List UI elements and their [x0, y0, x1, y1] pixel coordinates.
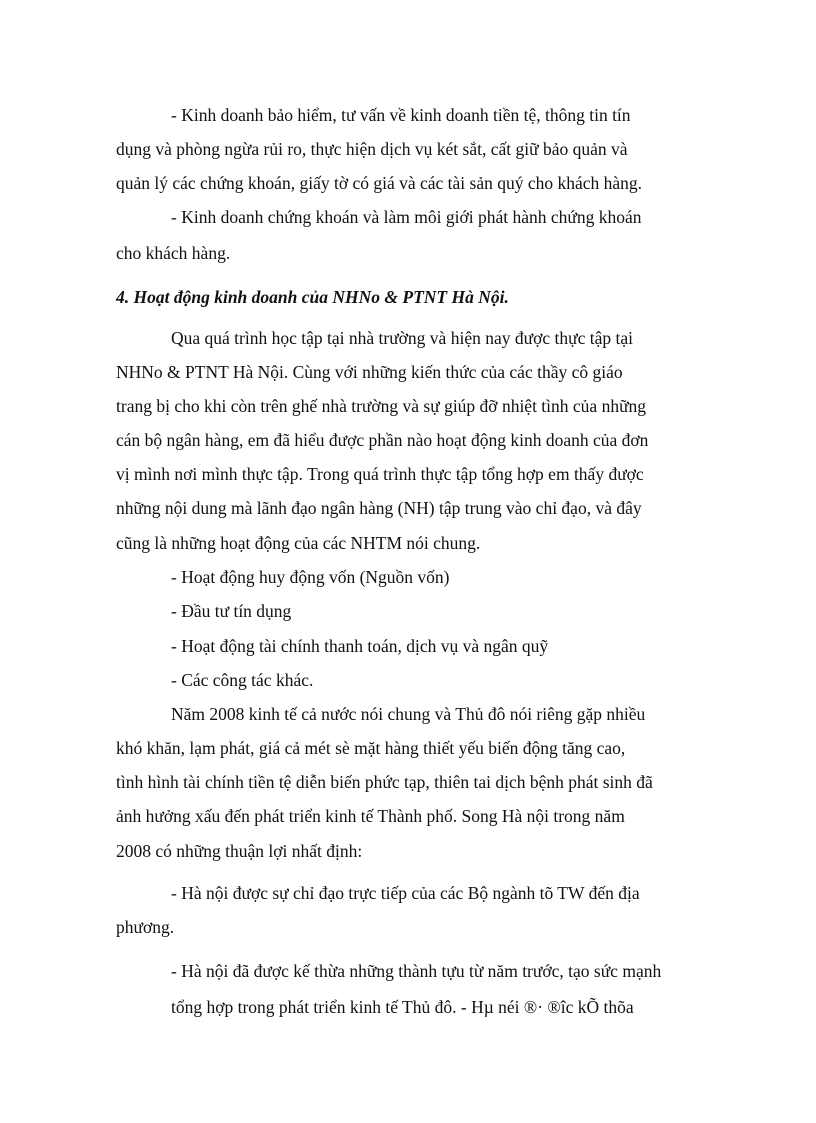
list-item: - Các công tác khác.: [171, 670, 314, 690]
body-text-line: phương.: [116, 917, 175, 937]
body-text-line: ảnh hưởng xấu đến phát triển kinh tế Thành phố. Song Hà nội trong năm: [116, 806, 625, 826]
body-text-line: trang bị cho khi còn trên ghế nhà trường và sự giúp đỡ nhiệt tình của những: [116, 396, 647, 416]
body-text-line: cho khách hàng.: [116, 243, 231, 263]
section-heading: 4. Hoạt động kinh doanh của NHNo & PTNT Hà Nội.: [116, 287, 509, 307]
body-text-line: Năm 2008 kinh tế cả nước nói chung và Thủ đô nói riêng gặp nhiều: [171, 704, 646, 724]
body-text-line: - Kinh doanh chứng khoán và làm môi giới phát hành chứng khoán: [171, 207, 642, 227]
body-text-line: - Kinh doanh bảo hiểm, tư vấn về kinh doanh tiền tệ, thông tin tín: [171, 105, 631, 125]
body-text-line: NHNo & PTNT Hà Nội. Cùng với những kiến thức của các thầy cô giáo: [116, 362, 623, 382]
list-item: - Hoạt động huy động vốn (Nguồn vốn): [171, 567, 450, 587]
body-text-line: cán bộ ngân hàng, em đã hiểu được phần nào hoạt động kinh doanh của đơn: [116, 430, 649, 450]
body-text-line: vị mình nơi mình thực tập. Trong quá trình thực tập tổng hợp em thấy được: [116, 464, 644, 484]
body-text-line: khó khăn, lạm phát, giá cả mét sè mặt hàng thiết yếu biến động tăng cao,: [116, 738, 626, 758]
list-item: - Đầu tư tín dụng: [171, 601, 292, 621]
body-text-line: cũng là những hoạt động của các NHTM nói chung.: [116, 533, 481, 553]
body-text-line: 2008 có những thuận lợi nhất định:: [116, 841, 363, 861]
body-text-line: - Hà nội được sự chỉ đạo trực tiếp của các Bộ ngành tõ TW đến địa: [171, 883, 640, 903]
body-text-line: - Hà nội đã được kế thừa những thành tựu từ năm trước, tạo sức mạnh: [171, 961, 662, 981]
body-text-line: quản lý các chứng khoán, giấy tờ có giá và các tài sản quý cho khách hàng.: [116, 173, 643, 193]
body-text-line: Qua quá trình học tập tại nhà trường và hiện nay được thực tập tại: [171, 328, 633, 348]
body-text-line: dụng và phòng ngừa rủi ro, thực hiện dịch vụ két sắt, cất giữ bảo quản và: [116, 139, 628, 159]
body-text-line: những nội dung mà lãnh đạo ngân hàng (NH) tập trung vào chỉ đạo, và đây: [116, 498, 642, 518]
body-text-line: tình hình tài chính tiền tệ diễn biến phức tạp, thiên tai dịch bệnh phát sinh đã: [116, 772, 653, 792]
body-text-line: tổng hợp trong phát triển kinh tế Thủ đô. - Hµ néi ®· ®îc kÕ thõa: [171, 997, 634, 1017]
list-item: - Hoạt động tài chính thanh toán, dịch vụ và ngân quỹ: [171, 636, 549, 656]
